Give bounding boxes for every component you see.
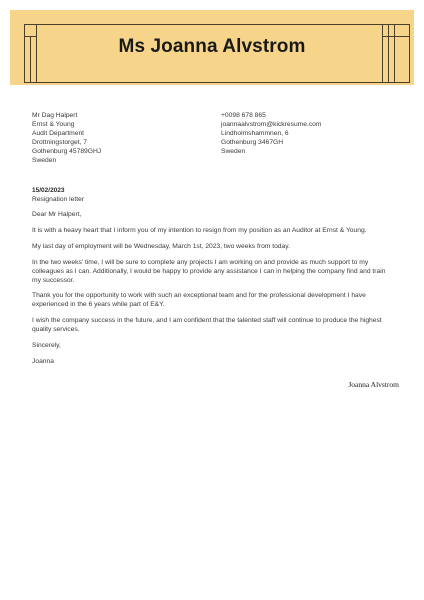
body-paragraph: It is with a heavy heart that I inform you of my intention to resign from my position as an Auditor at Ernst & Young. (32, 226, 367, 234)
recipient-line: Audit Department (32, 130, 85, 138)
body-paragraph: My last day of employment will be Wednesday, March 1st, 2023, two weeks from today. (32, 242, 290, 250)
recipient-line: Mr Dag Halpert (32, 112, 78, 119)
body-paragraph: In the two weeks' time, I will be sure to complete any projects I am working on and provide as much support to my colleagues as I can. Additionally, I would be happy to provide any assistance I can in helping the company find and train my successor. (32, 258, 386, 284)
sender-email: joannaalvstrom@kickresume.com (221, 121, 322, 129)
signoff-name: Joanna (32, 357, 54, 365)
sender-line: Sweden (221, 148, 246, 156)
letter-date: 15/02/2023 (32, 187, 65, 194)
recipient-line: Sweden (32, 157, 57, 165)
recipient-line: Ernst & Young (32, 121, 75, 129)
header-banner (10, 10, 414, 85)
letter-subject: Resignation letter (32, 196, 85, 203)
recipient-address (32, 111, 101, 166)
sender-phone: +0098 678 865 (221, 112, 266, 119)
recipient-line: Drottningstorget, 7 (32, 139, 88, 147)
closing: Sincerely, (32, 342, 61, 350)
body-paragraph: Thank you for the opportunity to work with such an exceptional team and for the professional development I have experienced in the 6 years while part of E&Y. (32, 292, 366, 309)
sender-contact (221, 111, 321, 156)
sender-line: Gothenburg 3467GH (221, 139, 284, 147)
signature: Joanna Alvstrom (348, 380, 399, 389)
salutation: Dear Mr Halpert, (32, 211, 82, 218)
letter-body (32, 211, 392, 374)
body-paragraph: I wish the company success in the future, and I am confident that the talented staff will continue to produce the highest quality services. (32, 317, 382, 334)
page-title: Ms Joanna Alvstrom (118, 36, 306, 57)
recipient-line: Gothenburg 45789GHJ (32, 148, 102, 156)
sender-line: Lindholmshammnen, 6 (221, 130, 289, 138)
